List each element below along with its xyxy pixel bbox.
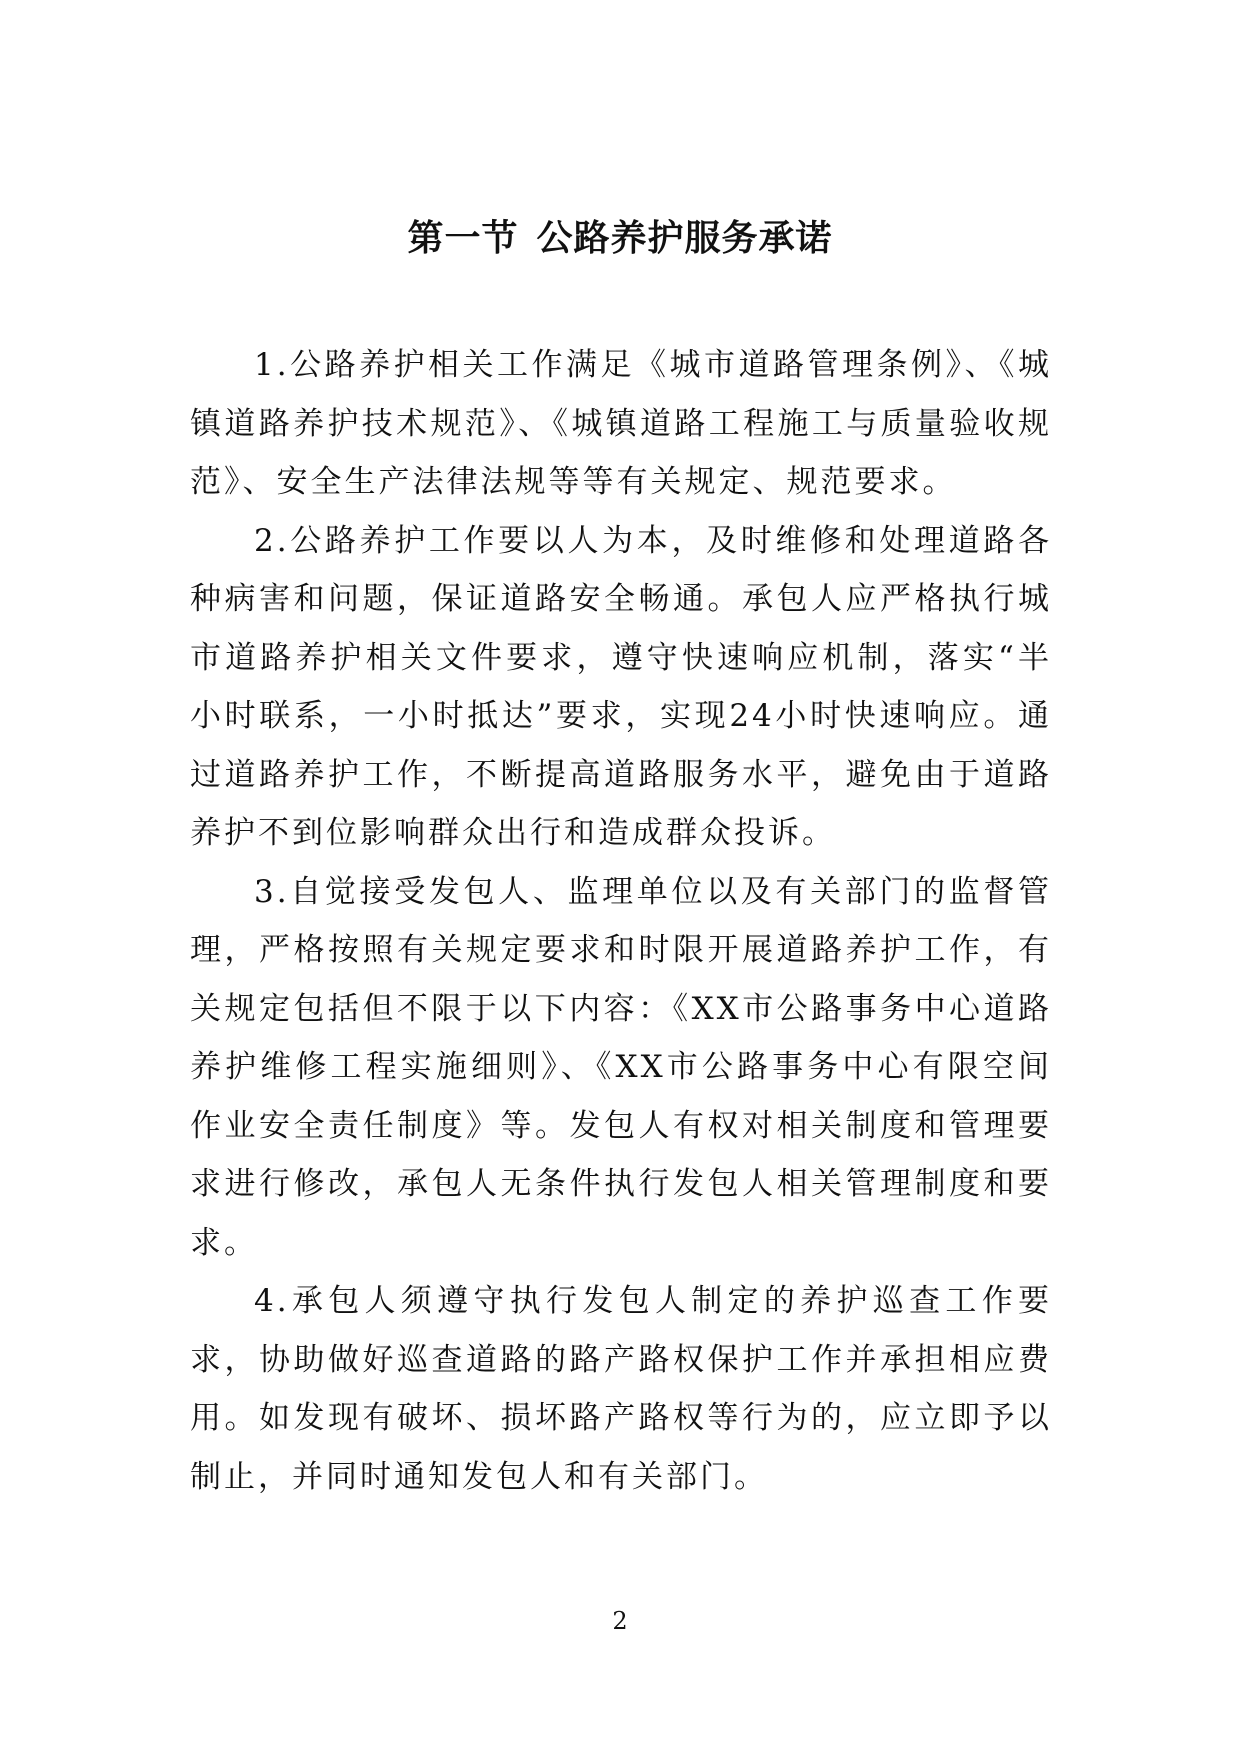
paragraph-1: 1.公路养护相关工作满足《城市道路管理条例》、《城镇道路养护技术规范》、《城镇道路工程施工与质量验收规范》、安全生产法律法规等等有关规定、规范要求。 <box>190 347 1052 500</box>
body-text <box>190 336 1052 1506</box>
section-heading: 公路养护服务承诺 <box>536 218 833 259</box>
paragraph-3: 3.自觉接受发包人、监理单位以及有关部门的监督管理，严格按照有关规定要求和时限开展道路养护工作，有关规定包括但不限于以下内容：《XX市公路事务中心道路养护维修工程实施细则》、《XX市公路事务中心有限空间作业安全责任制度》等。发包人有权对相关制度和管理要求进行修改，承包人无条件执行发包人相关管理制度和要求。 <box>190 873 1052 1261</box>
page-number: 2 <box>612 1607 628 1635</box>
section-title <box>0 214 1240 264</box>
paragraph-4: 4.承包人须遵守执行发包人制定的养护巡查工作要求，协助做好巡查道路的路产路权保护工作并承担相应费用。如发现有破坏、损坏路产路权等行为的，应立即予以制止，并同时通知发包人和有关部门。 <box>190 1283 1052 1495</box>
paragraph-2: 2.公路养护工作要以人为本，及时维修和处理道路各种病害和问题，保证道路安全畅通。承包人应严格执行城市道路养护相关文件要求，遵守快速响应机制，落实“半小时联系，一小时抵达”要求，实现24小时快速响应。通过道路养护工作，不断提高道路服务水平，避免由于道路养护不到位影响群众出行和造成群众投诉。 <box>190 522 1052 851</box>
section-number: 第一节 <box>407 218 519 259</box>
